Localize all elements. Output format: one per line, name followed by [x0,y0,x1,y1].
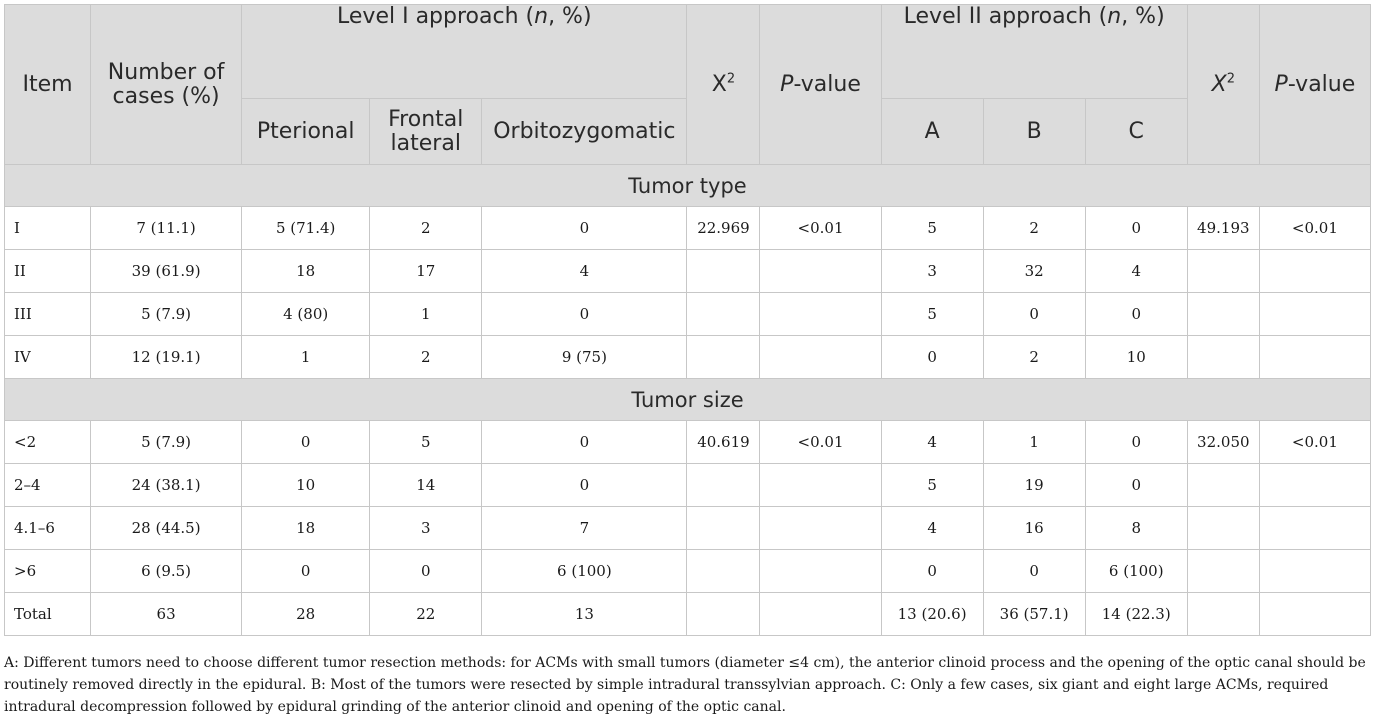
table-cell: 1 [242,336,370,379]
table-cell: 0 [482,421,687,464]
table-cell: <0.01 [760,421,881,464]
table-cell: 40.619 [687,421,760,464]
table-cell: 1 [370,293,482,336]
table-cell: 32.050 [1187,421,1259,464]
table-cell: 49.193 [1187,207,1259,250]
table-cell: II [5,250,91,293]
footnote: A: Different tumors need to choose different tumor resection methods: for ACMs with small tumors (diameter ≤4 cm), the anterior clinoid process and the opening of the optic canal should be routinely removed directly in the epidural. B: Most of the tumors were resected by simple intradural transsylvian approach. C: Only a few cases, six giant and eight large ACMs, required intradural decompression followed by epidural grinding of the anterior clinoid and opening of the optic canal. [4,655,1366,715]
table-cell: 0 [1085,464,1187,507]
subheader-b: B [983,99,1085,165]
table-cell: 17 [370,250,482,293]
table-cell: 14 [370,464,482,507]
section-title: Tumor type [5,165,1371,207]
table-cell: 2 [370,207,482,250]
header-p-value-1: P-value [760,5,881,165]
table-cell: 2 [983,336,1085,379]
table-cell: <2 [5,421,91,464]
table-cell: 5 [881,464,983,507]
table-cell: 0 [1085,421,1187,464]
table-cell [760,550,881,593]
table-cell: 0 [881,550,983,593]
table-cell: 2 [370,336,482,379]
table-cell: 8 [1085,507,1187,550]
table-cell: 5 (7.9) [91,421,242,464]
table-cell [687,507,760,550]
table-cell: Total [5,593,91,636]
table-cell: 4 [881,421,983,464]
table-cell: >6 [5,550,91,593]
table-cell: 0 [1085,207,1187,250]
data-table [4,4,1371,636]
section-title: Tumor size [5,379,1371,421]
table-cell [1259,336,1370,379]
table-cell: 7 [482,507,687,550]
subheader-pterional: Pterional [242,99,370,165]
table-cell [687,293,760,336]
table-cell: 13 (20.6) [881,593,983,636]
table-cell: 6 (100) [482,550,687,593]
header-cases: Number of cases (%) [91,5,242,165]
header-chi-square-1: $X^2$ [687,5,760,165]
table-cell: 22.969 [687,207,760,250]
table-cell: 0 [482,464,687,507]
table-cell [1259,464,1370,507]
subheader-frontal-lateral: Frontal lateral [370,99,482,165]
table-cell: 6 (100) [1085,550,1187,593]
table-cell [1259,550,1370,593]
table-cell: 12 (19.1) [91,336,242,379]
table-cell: 0 [482,293,687,336]
table-cell [1259,507,1370,550]
subheader-c: C [1085,99,1187,165]
table-cell: 16 [983,507,1085,550]
table-cell: 4.1–6 [5,507,91,550]
table-cell: 1 [983,421,1085,464]
table-cell: 32 [983,250,1085,293]
table-cell: 2 [983,207,1085,250]
table-cell: 36 (57.1) [983,593,1085,636]
table-cell: <0.01 [760,207,881,250]
table-cell: 5 (71.4) [242,207,370,250]
table-cell: 63 [91,593,242,636]
table-cell: 9 (75) [482,336,687,379]
table-cell: 3 [370,507,482,550]
header-item: Item [5,5,91,165]
table-cell: I [5,207,91,250]
table-cell: IV [5,336,91,379]
table-cell [687,464,760,507]
table-cell: <0.01 [1259,207,1370,250]
table-cell [760,464,881,507]
table-cell: 0 [983,293,1085,336]
header-level1: Level I approach (n, %) [242,5,687,99]
table-cell: III [5,293,91,336]
table-cell: 0 [242,421,370,464]
header-level2: Level II approach (n, %) [881,5,1187,99]
table-cell [1259,250,1370,293]
table-cell: 18 [242,507,370,550]
table-cell: 0 [983,550,1085,593]
table-cell [760,293,881,336]
table-cell [760,336,881,379]
table-cell [687,593,760,636]
table-cell: 5 [881,293,983,336]
table-cell [760,593,881,636]
table-cell [1187,293,1259,336]
table-cell: 24 (38.1) [91,464,242,507]
table-container [4,4,1371,636]
subheader-a: A [881,99,983,165]
table-cell: 4 [881,507,983,550]
table-cell: 39 (61.9) [91,250,242,293]
table-cell [1187,336,1259,379]
table-cell: 2–4 [5,464,91,507]
table-cell: 0 [482,207,687,250]
table-cell: 22 [370,593,482,636]
subheader-orbitozygomatic: Orbitozygomatic [482,99,687,165]
table-cell: 4 [482,250,687,293]
table-cell: 13 [482,593,687,636]
table-cell: 18 [242,250,370,293]
table-cell: 5 [881,207,983,250]
table-cell: <0.01 [1259,421,1370,464]
table-cell: 28 [242,593,370,636]
table-cell: 6 (9.5) [91,550,242,593]
table-cell [1187,507,1259,550]
table-cell: 5 [370,421,482,464]
table-cell: 0 [881,336,983,379]
table-cell [687,336,760,379]
table-cell [760,507,881,550]
table-cell: 4 [1085,250,1187,293]
header-chi-square-2: $X^2$ [1187,5,1259,165]
table-cell: 0 [242,550,370,593]
table-cell: 14 (22.3) [1085,593,1187,636]
table-cell [1187,550,1259,593]
table-cell [687,250,760,293]
table-cell [1187,250,1259,293]
table-cell: 4 (80) [242,293,370,336]
table-cell [1187,464,1259,507]
table-cell [687,550,760,593]
table-cell: 5 (7.9) [91,293,242,336]
header-p-value-2: P-value [1259,5,1370,165]
table-cell: 3 [881,250,983,293]
table-cell: 10 [242,464,370,507]
table-cell [760,250,881,293]
table-cell: 10 [1085,336,1187,379]
table-cell: 28 (44.5) [91,507,242,550]
table-cell [1259,293,1370,336]
table-cell [1187,593,1259,636]
table-cell: 7 (11.1) [91,207,242,250]
table-cell: 0 [1085,293,1187,336]
table-cell [1259,593,1370,636]
table-cell: 0 [370,550,482,593]
table-cell: 19 [983,464,1085,507]
